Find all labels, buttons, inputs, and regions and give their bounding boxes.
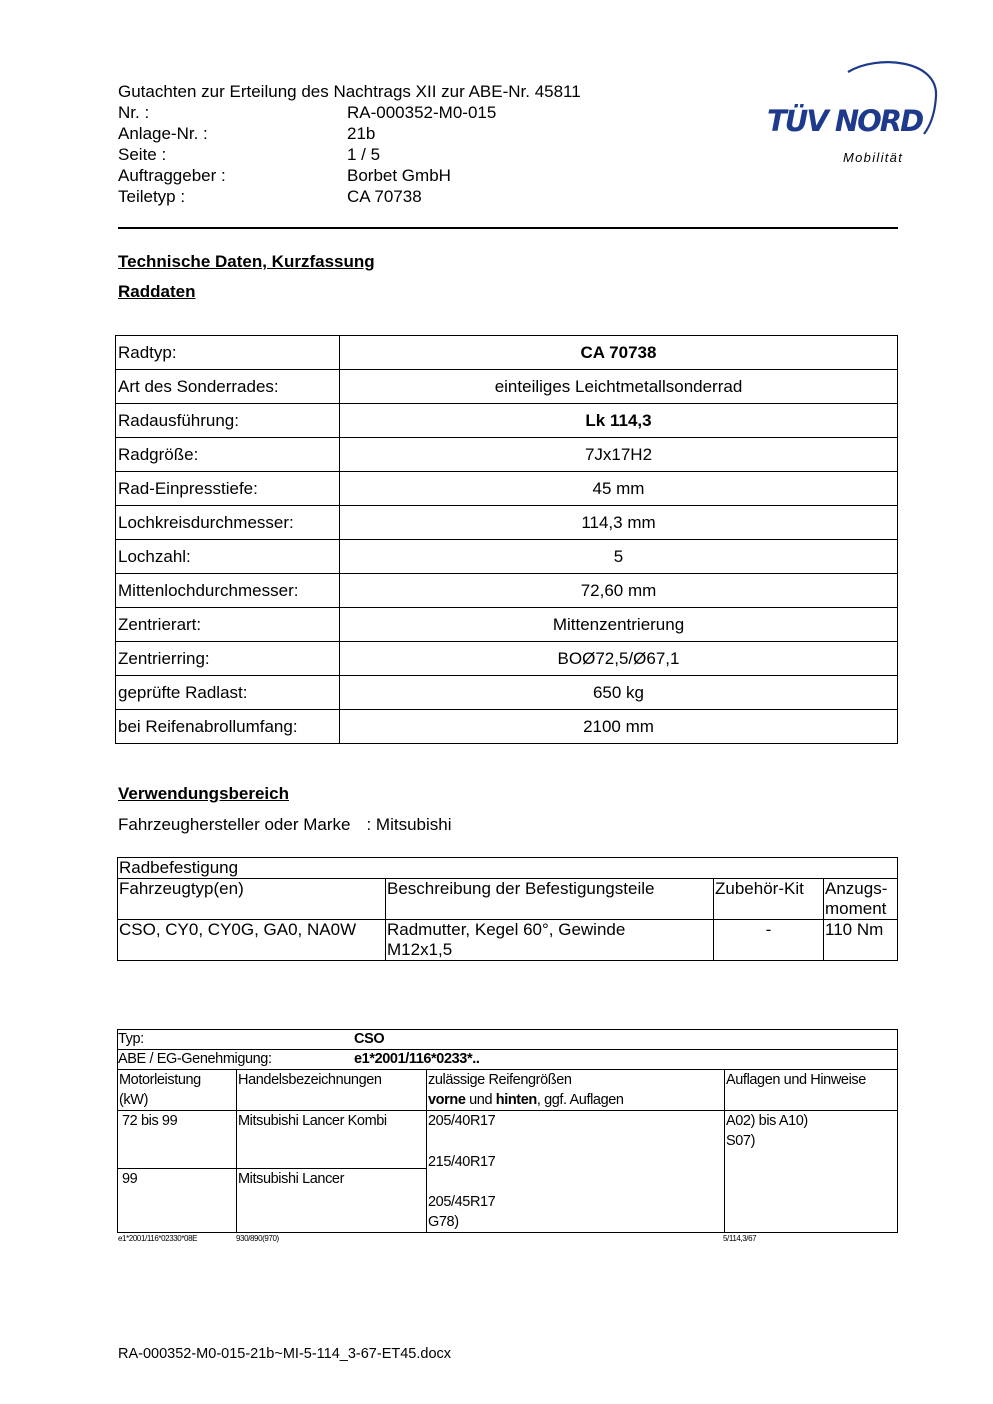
mount-header-torque: Anzugs- moment [824, 879, 898, 920]
header-value-nr: RA-000352-M0-015 [347, 103, 497, 122]
vt-note: S07) [726, 1133, 756, 1149]
logo-wordmark: TÜV NORD [767, 104, 923, 138]
file-footer: RA-000352-M0-015-21b~MI-5-114_3-67-ET45.docx [118, 1346, 452, 1362]
vt-power: 72 bis 99 [118, 1111, 237, 1169]
wheel-value: einteiliges Leichtmetallsonderrad [340, 370, 898, 404]
vt-header-and: und [465, 1092, 496, 1108]
table-header-row [118, 879, 898, 920]
wheel-key: Lochkreisdurchmesser: [116, 506, 340, 540]
mount-description: Radmutter, Kegel 60°, Gewinde M12x1,5 [386, 920, 714, 961]
vt-header-tires [427, 1070, 725, 1111]
vt-tire-note: G78) [428, 1214, 459, 1230]
table-footer-approval: e1*2001/116*02330*08E [118, 1234, 198, 1243]
abe-label: ABE / EG-Genehmigung: [118, 1051, 272, 1067]
wheel-key: bei Reifenabrollumfang: [116, 710, 340, 744]
typ-label: Typ: [118, 1031, 144, 1047]
wheel-key: Lochzahl: [116, 540, 340, 574]
manufacturer-label: Fahrzeughersteller oder Marke [118, 815, 351, 834]
header-value-anlage: 21b [347, 124, 376, 143]
vt-tires-cell [427, 1111, 725, 1233]
vehicle-tire-table [117, 1029, 898, 1233]
table-row [116, 438, 898, 472]
table-row [116, 336, 898, 370]
mounting-title: Radbefestigung [118, 858, 898, 879]
vt-header-rear: hinten [495, 1092, 537, 1108]
table-row [118, 1050, 898, 1070]
wheel-key: Zentrierart: [116, 608, 340, 642]
table-footer-load: 930/890(970) [236, 1234, 279, 1243]
vt-tire: 205/40R17 [428, 1113, 496, 1129]
vt-tire: 215/40R17 [428, 1154, 496, 1170]
table-footer-bolt: 5/114,3/67 [723, 1234, 757, 1243]
header-value-auftraggeber: Borbet GmbH [347, 166, 451, 185]
table-row [116, 506, 898, 540]
vt-power: 99 [118, 1169, 237, 1233]
vt-header-conditions: , ggf. Auflagen [536, 1092, 624, 1108]
section-usage-heading: Verwendungsbereich [118, 784, 289, 803]
table-row [116, 540, 898, 574]
header-label-anlage: Anlage-Nr. : [118, 124, 208, 143]
table-header-row [118, 1070, 898, 1111]
abe-value: e1*2001/116*0233*.. [354, 1051, 480, 1067]
table-row [116, 676, 898, 710]
wheel-data-table [115, 335, 898, 744]
wheel-key: geprüfte Radlast: [116, 676, 340, 710]
wheel-value: 45 mm [340, 472, 898, 506]
wheel-key: Radtyp: [116, 336, 340, 370]
vt-note: A02) bis A10) [726, 1113, 808, 1129]
vt-header-power: Motorleistung (kW) [118, 1070, 237, 1111]
vt-header-notes: Auflagen und Hinweise [725, 1070, 898, 1111]
vt-name: Mitsubishi Lancer Kombi [237, 1111, 427, 1169]
vt-header-front: vorne [428, 1092, 466, 1108]
mounting-table [117, 857, 898, 961]
manufacturer-value: Mitsubishi [375, 815, 452, 834]
wheel-key: Rad-Einpresstiefe: [116, 472, 340, 506]
table-row [118, 1030, 898, 1050]
table-row [118, 1111, 898, 1169]
header-label-nr: Nr. : [118, 103, 150, 122]
table-row [118, 920, 898, 961]
wheel-value: CA 70738 [340, 336, 898, 370]
mount-vehicle-types: CSO, CY0, CY0G, GA0, NA0W [118, 920, 386, 961]
vt-header-names: Handelsbezeichnungen [237, 1070, 427, 1111]
table-row [116, 472, 898, 506]
wheel-value: 5 [340, 540, 898, 574]
mount-header-vehicle-types: Fahrzeugtyp(en) [118, 879, 386, 920]
wheel-value: 7Jx17H2 [340, 438, 898, 472]
vt-notes-cell [725, 1111, 898, 1233]
table-row [116, 574, 898, 608]
table-row [116, 404, 898, 438]
wheel-value: 114,3 mm [340, 506, 898, 540]
header-label-teiletyp: Teiletyp : [118, 187, 186, 206]
wheel-key: Art des Sonderrades: [116, 370, 340, 404]
typ-value: CSO [354, 1031, 385, 1047]
table-row [116, 710, 898, 744]
section-wheel-data-heading: Raddaten [118, 282, 196, 301]
wheel-value: 650 kg [340, 676, 898, 710]
table-row [118, 858, 898, 879]
manufacturer-line [118, 815, 452, 835]
table-row [116, 370, 898, 404]
vt-name: Mitsubishi Lancer [237, 1169, 427, 1233]
mount-header-kit: Zubehör-Kit [714, 879, 824, 920]
table-row [116, 608, 898, 642]
manufacturer-separator: : [366, 815, 372, 834]
wheel-value: BOØ72,5/Ø67,1 [340, 642, 898, 676]
header-value-teiletyp: CA 70738 [347, 187, 422, 206]
wheel-value: Mittenzentrierung [340, 608, 898, 642]
table-row [116, 642, 898, 676]
mount-header-description: Beschreibung der Befestigungsteile [386, 879, 714, 920]
header-value-seite: 1 / 5 [347, 145, 381, 164]
wheel-key: Radausführung: [116, 404, 340, 438]
wheel-key: Mittenlochdurchmesser: [116, 574, 340, 608]
wheel-key: Zentrierring: [116, 642, 340, 676]
vt-tire: 205/45R17 [428, 1194, 496, 1210]
mount-kit: - [714, 920, 824, 961]
wheel-value: Lk 114,3 [340, 404, 898, 438]
header-divider [118, 227, 898, 229]
wheel-key: Radgröße: [116, 438, 340, 472]
vt-header-tires-line1: zulässige Reifengrößen [428, 1072, 572, 1088]
wheel-value: 72,60 mm [340, 574, 898, 608]
wheel-value: 2100 mm [340, 710, 898, 744]
document-title: Gutachten zur Erteilung des Nachtrags XII zur ABE-Nr. 45811 [118, 82, 581, 101]
mount-torque: 110 Nm [824, 920, 898, 961]
logo-subtitle: Mobilität [843, 150, 904, 165]
header-label-auftraggeber: Auftraggeber : [118, 166, 226, 185]
section-technical-heading: Technische Daten, Kurzfassung [118, 252, 375, 271]
header-label-seite: Seite : [118, 145, 167, 164]
